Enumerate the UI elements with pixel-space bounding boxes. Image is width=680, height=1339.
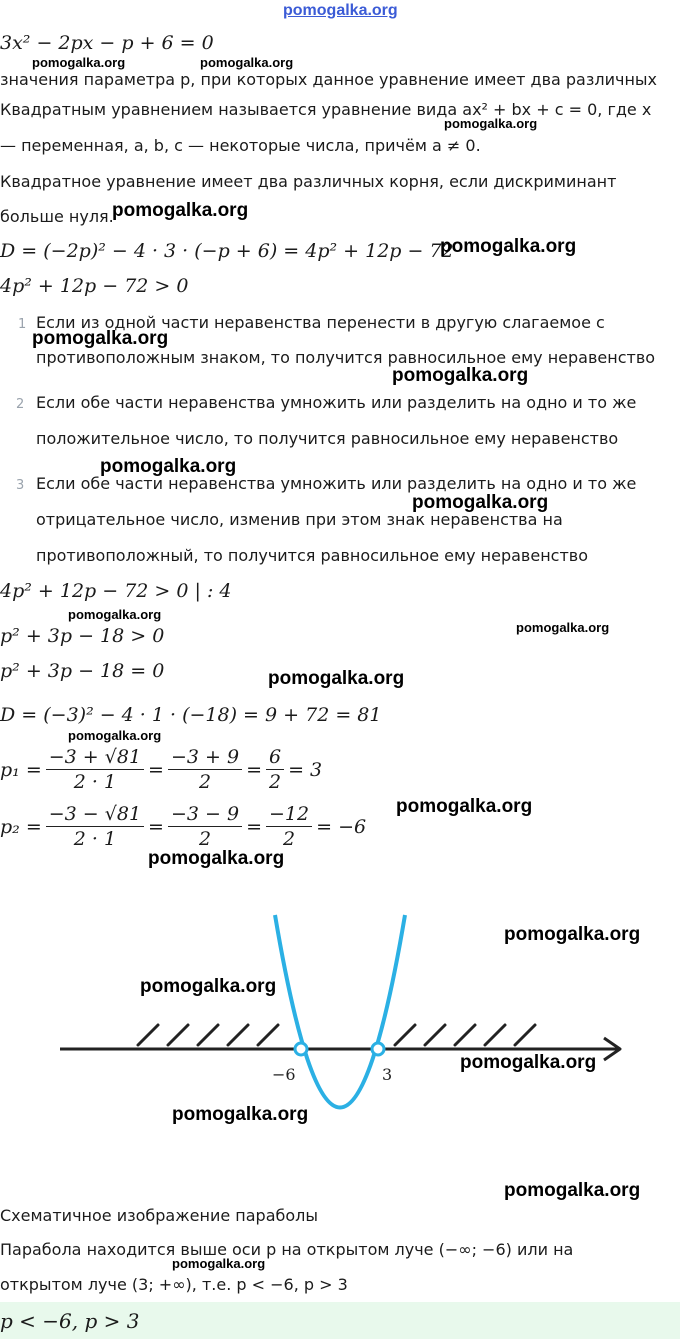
discriminant-formula: D = (−2p)² − 4 · 3 · (−p + 6) = 4p² + 12p − 72 [0,240,454,262]
conclusion-line-2: открытом луче (3; +∞), т.е. p < −6, p > 3 [0,1275,348,1294]
watermark: pomogalka.org [504,1180,641,1201]
watermark: pomogalka.org [68,728,162,743]
root-label-left: −6 [272,1065,296,1084]
watermark: pomogalka.org [100,456,237,477]
numerator: −3 − √81 [46,802,144,827]
root-label-right: 3 [382,1065,393,1084]
numerator: −3 + 9 [168,745,242,770]
watermark-top[interactable]: pomogalka.org [283,2,398,19]
discriminant-2: D = (−3)² − 4 · 1 · (−18) = 9 + 72 = 81 [0,704,382,726]
watermark: pomogalka.org [112,200,249,221]
watermark: pomogalka.org [460,1052,597,1073]
equation-main: 3x² − 2px − p + 6 = 0 [0,32,214,54]
root-p2 [0,802,366,851]
watermark: pomogalka.org [440,236,577,257]
root-p2-result: = −6 [316,815,367,838]
equals-sign: = [148,815,164,838]
inequality-1: 4p² + 12p − 72 > 0 [0,275,189,297]
denominator: 2 [198,828,212,850]
rule-1-line-2: противоположным знаком, то получится равносильное ему неравенство [36,348,656,367]
inequality-reduced: p² + 3p − 18 > 0 [0,625,165,647]
watermark: pomogalka.org [516,620,610,635]
numerator: −3 + √81 [46,745,144,770]
rule-3-line-3: противоположный, то получится равносильное ему неравенство [36,546,588,565]
graph-caption: Схематичное изображение параболы [0,1206,319,1225]
fraction [46,802,144,851]
watermark: pomogalka.org [392,365,529,386]
inequality-divided: 4p² + 12p − 72 > 0 | : 4 [0,580,232,602]
conclusion-line-1: Парабола находится выше оси p на открытом луче (−∞; −6) или на [0,1240,574,1259]
watermark: pomogalka.org [268,668,405,689]
root-p1-result: = 3 [288,758,323,781]
rule-number-3: 3 [16,478,25,493]
root-p2-label: p₂ = [0,815,42,838]
root-p1 [0,745,322,794]
numerator: −3 − 9 [168,802,242,827]
equals-sign: = [246,758,262,781]
fraction [168,745,242,794]
denominator: 2 [283,828,296,850]
root-p1-label: p₁ = [0,758,42,781]
condition-line-2: больше нуля. [0,207,114,226]
numerator: −12 [266,802,312,827]
hatch-marks [138,1025,535,1045]
root-point-left [295,1043,307,1055]
watermark: pomogalka.org [412,492,549,513]
rule-3-line-2: отрицательное число, изменив при этом знак неравенства на [36,510,563,529]
rule-2-line-2: положительное число, то получится равносильное ему неравенство [36,429,619,448]
rule-3-line-1: Если обе части неравенства умножить или разделить на одно и то же [36,474,637,493]
rule-number-2: 2 [16,397,25,412]
watermark: pomogalka.org [172,1256,266,1271]
watermark: pomogalka.org [172,1104,309,1125]
watermark: pomogalka.org [140,976,277,997]
quadratic-equation: p² + 3p − 18 = 0 [0,660,165,682]
watermark: pomogalka.org [148,848,285,869]
parabola-graph [0,880,680,1150]
denominator: 2 [269,771,282,793]
definition-line-2: — переменная, a, b, c — некоторые числа, причём a ≠ 0. [0,136,481,155]
equals-sign: = [148,758,164,781]
definition-line-1: Квадратным уравнением называется уравнение вида ax² + bx + c = 0, где x [0,100,652,119]
watermark: pomogalka.org [396,796,533,817]
condition-line-1: Квадратное уравнение имеет два различных корня, если дискриминант [0,172,617,191]
rule-2-line-1: Если обе части неравенства умножить или разделить на одно и то же [36,393,637,412]
fraction [266,745,284,794]
rule-1-line-1: Если из одной части неравенства перенести в другую слагаемое с [36,313,605,332]
watermark: pomogalka.org [200,55,294,70]
fraction [46,745,144,794]
root-point-right [372,1043,384,1055]
rule-number-1: 1 [18,317,27,332]
denominator: 2 [198,771,212,793]
answer-text: p < −6, p > 3 [0,1309,140,1333]
fraction [168,802,242,851]
denominator: 2 · 1 [73,828,117,850]
watermark: pomogalka.org [32,55,126,70]
numerator: 6 [266,745,284,770]
equals-sign: = [246,815,262,838]
watermark: pomogalka.org [68,607,162,622]
task-text: значения параметра p, при которых данное уравнение имеет два различных [0,70,657,89]
watermark: pomogalka.org [504,924,641,945]
fraction [266,802,312,851]
watermark: pomogalka.org [444,116,538,131]
denominator: 2 · 1 [73,771,117,793]
watermark: pomogalka.org [32,328,169,349]
